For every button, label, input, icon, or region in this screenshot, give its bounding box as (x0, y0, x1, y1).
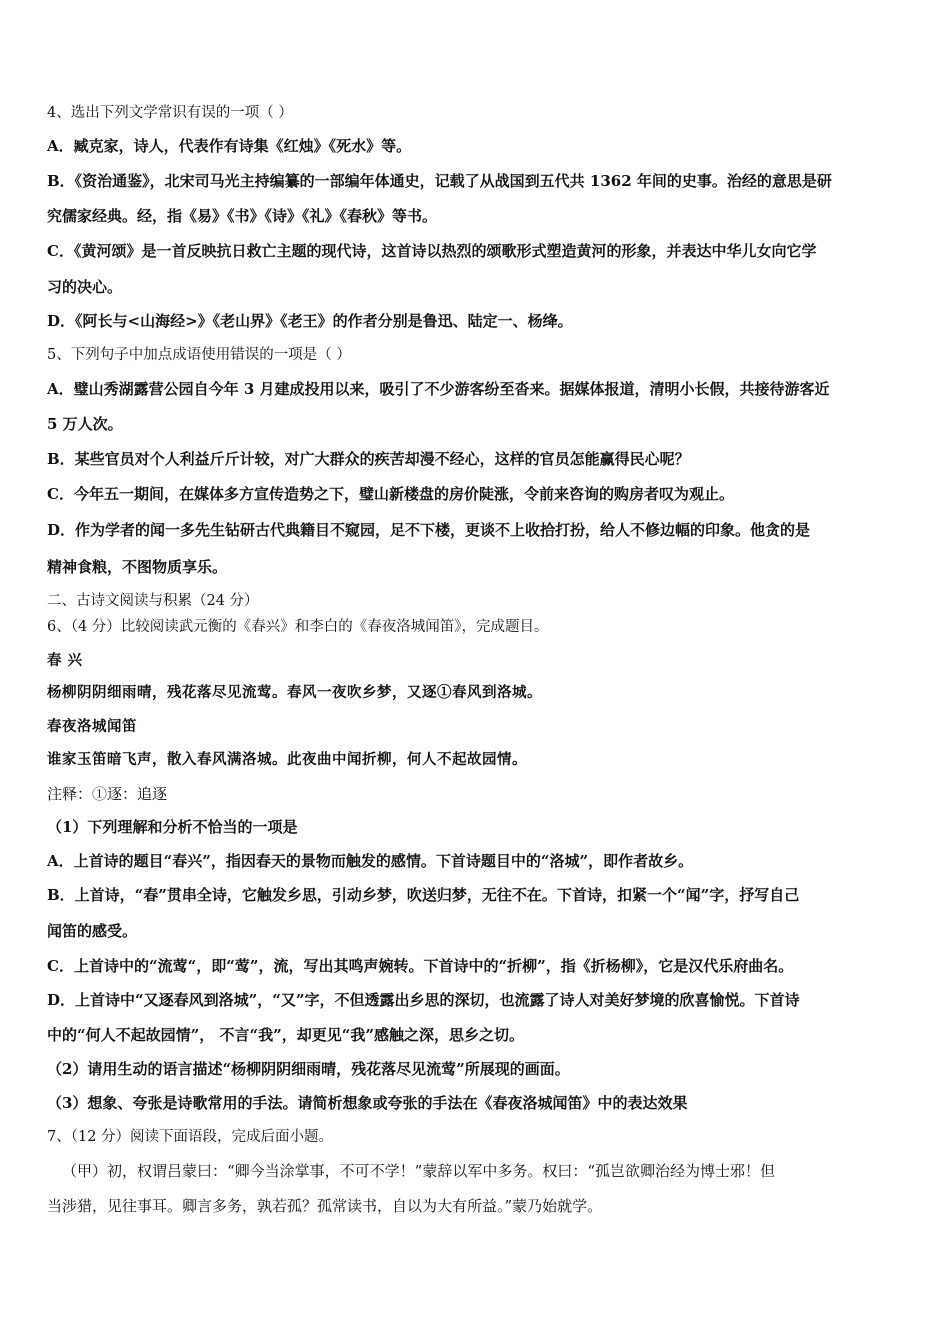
q4-stem: 4、选出下列文学常识有误的一项（ ） (47, 105, 293, 121)
q6-option-c: C．上首诗中的“流莺“，即“莺”，流，写出其鸣声婉转。下首诗中的“折柳”，指《折杨柳》，它是汉代乐府曲名。 (47, 957, 794, 975)
q6-option-b-line1: B．上首诗，“春”贯串全诗，它触发乡思，引动乡梦，吹送归梦，无往不在。下首诗，扣紧一个“闻”字，抒写自己 (47, 886, 800, 904)
q6-sub3: （3）想象、夸张是诗歌常用的手法。请简析想象或夸张的手法在《春夜洛城闻笛》中的表达效果 (47, 1094, 688, 1112)
q7-passage-line2: 当涉猎，见往事耳。卿言多务，孰若孤？孤常读书，自以为大有所益。”蒙乃始就学。 (47, 1197, 603, 1215)
q4-option-b-line2: 究儒家经典。经，指《易》《书》《诗》《礼》《春秋》等书。 (47, 207, 438, 225)
q5-option-b: B．某些官员对个人利益斤斤计较，对广大群众的疾苦却漫不经心，这样的官员怎能赢得民心呢？ (47, 450, 690, 468)
q5-option-a-line2: 5 万人次。 (47, 415, 123, 433)
q6-option-b-line2: 闻笛的感受。 (47, 922, 138, 940)
q6-option-d-line1: D．上首诗中“又逐春风到洛城”，“又”字，不但透露出乡思的深切，也流露了诗人对美好梦境的欣喜愉悦。下首诗 (47, 991, 800, 1009)
q4-option-c-line2: 习的决心。 (47, 278, 123, 296)
q5-option-c: C．今年五一期间，在媒体多方宣传造势之下，璧山新楼盘的房价陡涨，令前来咨询的购房者叹为观止。 (47, 485, 734, 503)
q4-option-d: D．《阿长与<山海经>》《老山界》《老王》的作者分别是鲁迅、陆定一、杨绛。 (47, 312, 573, 330)
q4-option-b-line1: B．《资治通鉴》，北宋司马光主持编纂的一部编年体通史，记载了从战国到五代共 1362 年间的史事。治经的意思是研 (47, 172, 832, 190)
q5-option-d-line1: D．作为学者的闻一多先生钻研古代典籍目不窥园，足不下楼，更谈不上收拾打扮，给人不修边幅的印象。他贪的是 (47, 521, 811, 539)
q6-option-d-line2: 中的“何人不起故园情”， 不言“我”，却更见“我”感触之深，思乡之切。 (47, 1026, 524, 1044)
q6-note: 注释：①逐：追逐 (47, 785, 168, 803)
q7-stem: 7、（12 分）阅读下面语段，完成后面小题。 (47, 1129, 334, 1145)
q5-option-d-line2: 精神食粮，不图物质享乐。 (47, 558, 228, 576)
poem2-text: 谁家玉笛暗飞声，散入春风满洛城。此夜曲中闻折柳，何人不起故园情。 (47, 751, 527, 768)
section-2-heading: 二、古诗文阅读与积累（24 分） (47, 593, 259, 609)
poem2-title: 春夜洛城闻笛 (47, 718, 137, 735)
q5-stem: 5、下列句子中加点成语使用错误的一项是（ ） (47, 347, 351, 363)
q6-sub1: （1）下列理解和分析不恰当的一项是 (47, 818, 298, 836)
q6-stem: 6、（4 分）比较阅读武元衡的《春兴》和李白的《春夜洛城闻笛》，完成题目。 (47, 619, 549, 635)
q6-sub2: （2）请用生动的语言描述“杨柳阴阴细雨晴，残花落尽见流莺”所展现的画面。 (47, 1060, 570, 1078)
poem1-text: 杨柳阴阴细雨晴，残花落尽见流莺。春风一夜吹乡梦，又逐①春风到洛城。 (47, 684, 542, 701)
q4-option-a: A．臧克家，诗人，代表作有诗集《红烛》《死水》等。 (47, 137, 412, 155)
q5-option-a-line1: A．璧山秀湖露营公园自今年 3 月建成投用以来，吸引了不少游客纷至沓来。据媒体报道，清明小长假，共接待游客近 (47, 380, 830, 398)
q4-option-c-line1: C．《黄河颂》是一首反映抗日救亡主题的现代诗，这首诗以热烈的颂歌形式塑造黄河的形象，并表达中华儿女向它学 (47, 242, 817, 260)
q7-passage-line1: （甲）初，权谓吕蒙曰：“卿今当涂掌事，不可不学！”蒙辞以军中多务。权曰：“孤岂欲卿治经为博士邪！但 (62, 1162, 776, 1180)
poem1-title: 春 兴 (47, 652, 83, 669)
q6-option-a: A．上首诗的题目“春兴”，指因春天的景物而触发的感情。下首诗题目中的“洛城”，即作者故乡。 (47, 852, 694, 870)
